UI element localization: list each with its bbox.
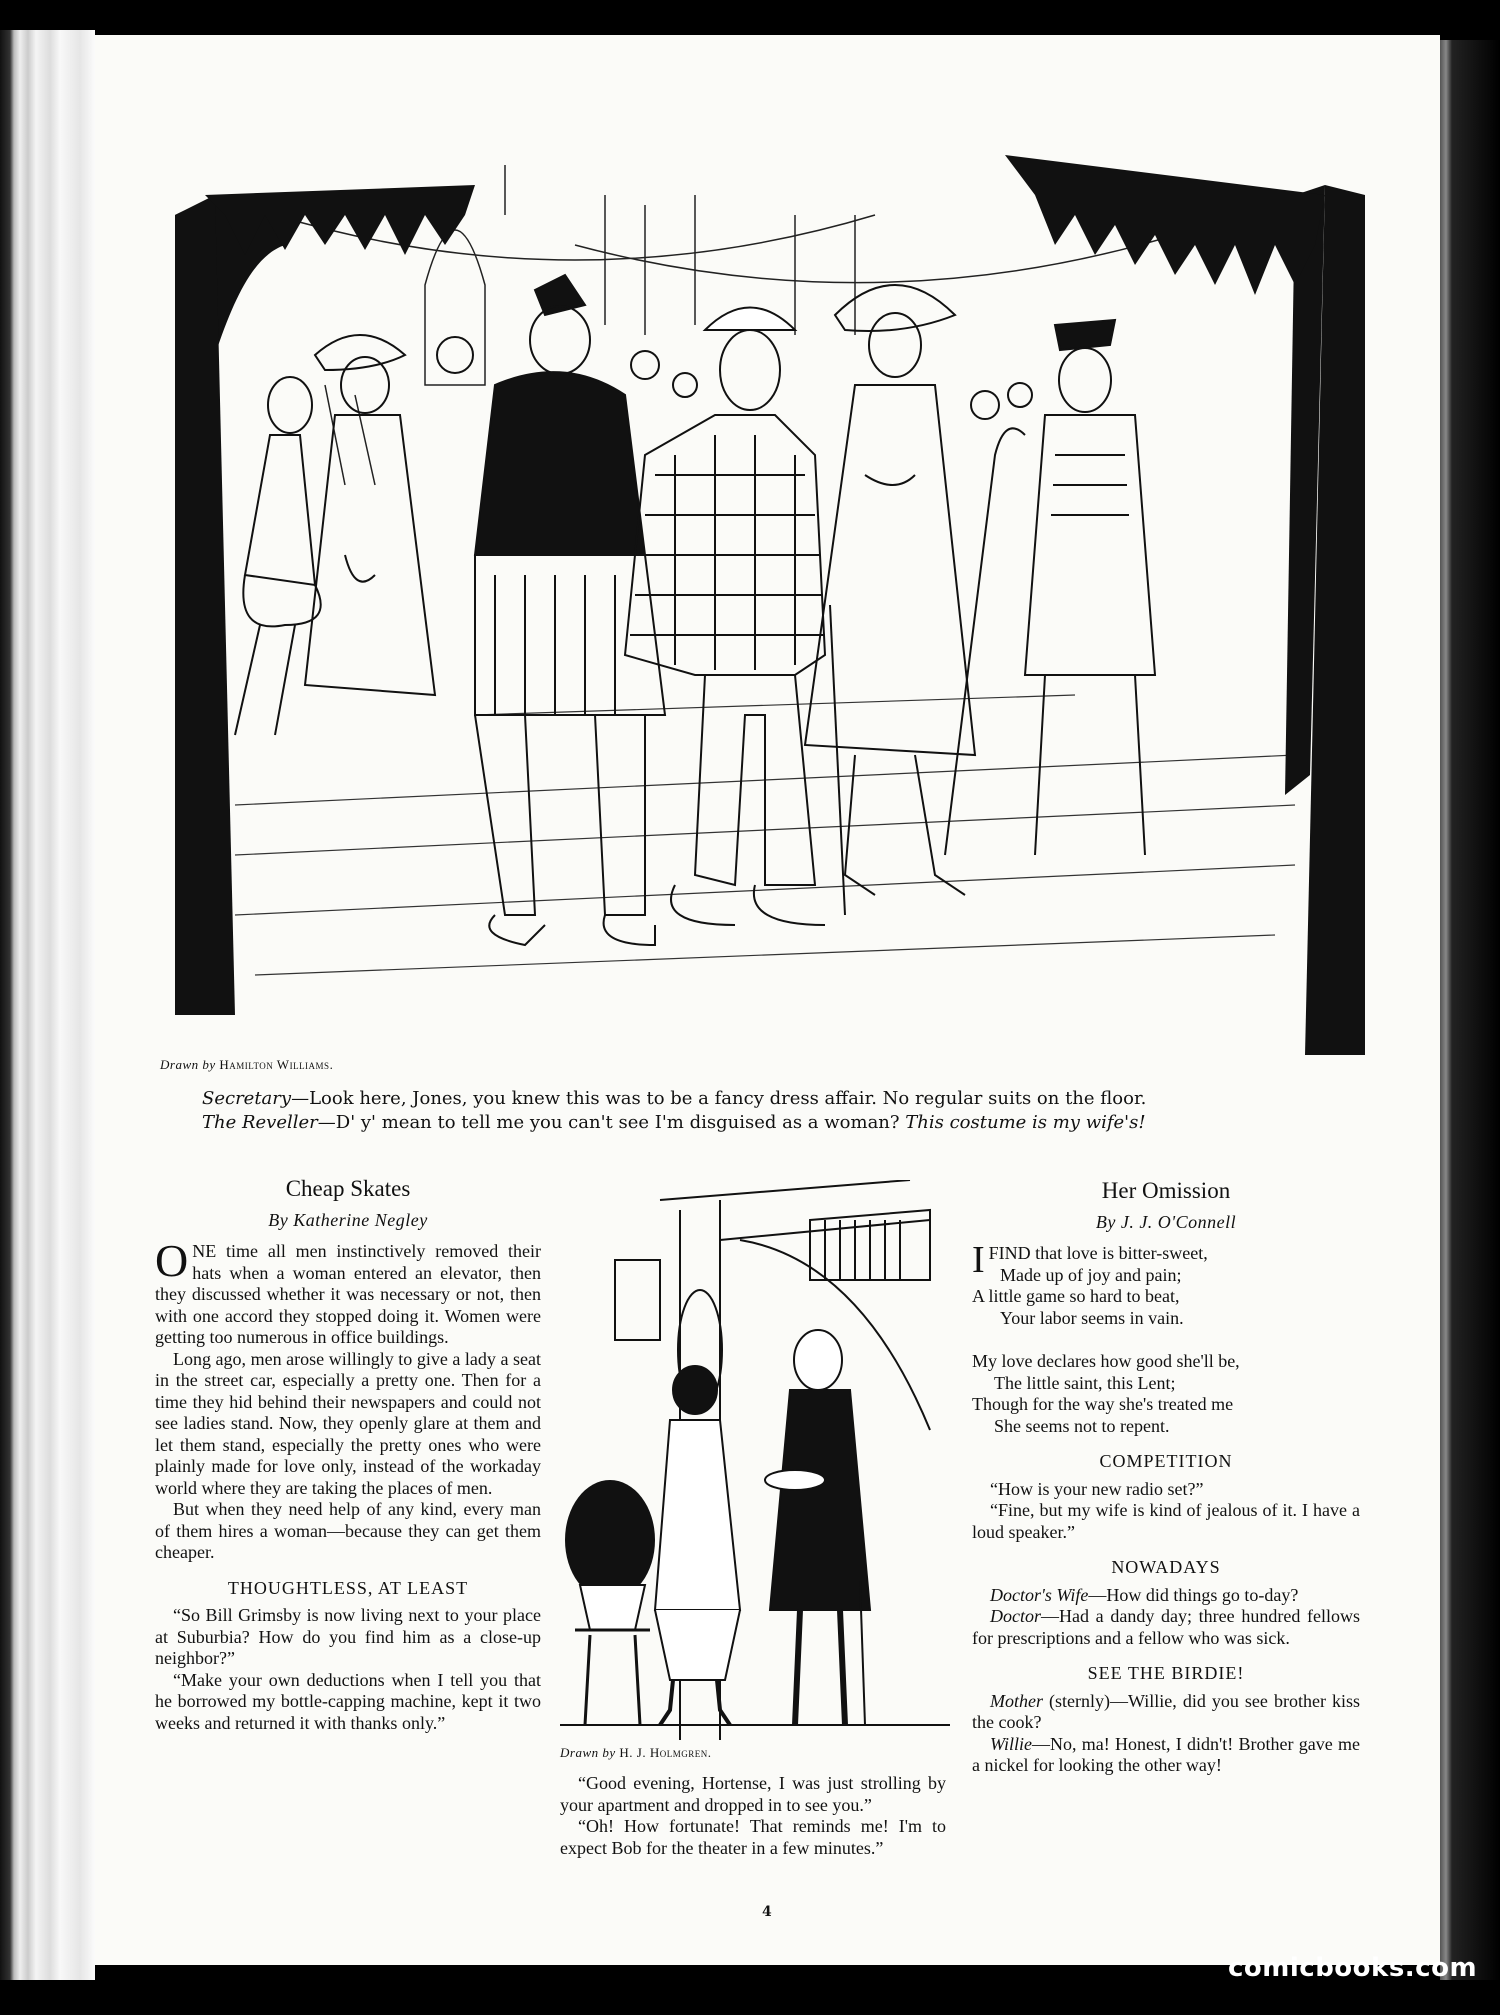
dialogue-paragraph-1: “Good evening, Hortense, I was just strolling by your apartment and dropped in to see you.”: [560, 1773, 946, 1815]
caption-speaker-secretary: Secretary: [202, 1088, 292, 1109]
competition-line-1: “How is your new radio set?”: [990, 1478, 1204, 1499]
paragraph-3: But when they need help of any kind, every man of them hires a woman—because they can get them cheaper.: [155, 1499, 541, 1562]
credit-artist-middle: H. J. Holmgren.: [619, 1745, 712, 1760]
nowadays-line-2: [972, 1606, 1360, 1649]
nowadays-text-2: —Had a dandy day; three hundred fellows for prescriptions and a fellow who was sick.: [972, 1606, 1360, 1648]
drop-cap: O: [155, 1235, 189, 1286]
birdie-line-2: [972, 1734, 1360, 1777]
middle-column: [560, 1773, 946, 1859]
caption-punchline: This costume is my wife's!: [905, 1112, 1146, 1133]
joke-title-competition: COMPETITION: [1099, 1451, 1233, 1471]
credit-prefix-middle: Drawn by: [560, 1745, 616, 1760]
speaker-doctors-wife: Doctor's Wife: [990, 1584, 1089, 1605]
joke-title-nowadays: NOWADAYS: [1111, 1557, 1221, 1577]
poem-byline: By J. J. O'Connell: [1095, 1211, 1237, 1232]
birdie-text-2: —No, ma! Honest, I didn't! Brother gave me a nickel for looking the other way!: [972, 1733, 1360, 1775]
poem-line-2: Made up of joy and pain;: [1000, 1264, 1182, 1285]
poem-line-6: The little saint, this Lent;: [994, 1372, 1176, 1393]
paragraph-2: Long ago, men arose willingly to give a lady a seat in the street car, especially a pretty one. Then for a time they hid behind their newspapers and could not see ladies stand. Now, they openly glare at them and let them stand, especially the pretty ones who were plainly made for love only, instead of the workaday world where they are taking the places of men.: [155, 1348, 541, 1498]
paragraph-1: [155, 1235, 541, 1349]
birdie-text-1: (sternly)—Willie, did you see brother kiss the cook?: [972, 1690, 1360, 1732]
poem-line-1-text: that love is bitter-sweet,: [1030, 1243, 1208, 1263]
left-column: [155, 1178, 541, 1734]
book-edge-right: [1440, 40, 1500, 1980]
watermark-logo-text: comicbooks.com: [1228, 1953, 1478, 1983]
top-cartoon-caption: [202, 1087, 1322, 1135]
paragraph-1-text: time all men instinctively removed their hats when a woman entered an elevator, then they discussed whether it was necessary or not, then with one accord they stopped doing it. Women were getting too numerous in office buildings.: [155, 1241, 541, 1347]
page-number: 4: [762, 1904, 772, 1920]
article-title-cheap-skates: Cheap Skates: [285, 1176, 411, 1201]
book-spine-left: [0, 30, 95, 1980]
lead-word: NE: [192, 1241, 217, 1261]
poem-line-4: Your labor seems in vain.: [1000, 1307, 1184, 1328]
article-title-her-omission: Her Omission: [1101, 1178, 1231, 1203]
costume-ball-illustration: [175, 155, 1365, 1055]
joke-title-thoughtless: THOUGHTLESS, AT LEAST: [227, 1577, 469, 1598]
caption-line-1: [202, 1087, 1322, 1111]
poem-line-3: A little game so hard to beat,: [972, 1286, 1180, 1306]
caption-speaker-reveller: The Reveller: [202, 1112, 318, 1133]
doorway-cartoon-illustration: [560, 1180, 950, 1740]
caption-text-2: —D' y' mean to tell me you can't see I'm disguised as a woman?: [317, 1112, 900, 1133]
nowadays-line-1: [972, 1585, 1360, 1607]
joke-title-see-the-birdie: SEE THE BIRDIE!: [1087, 1663, 1245, 1683]
nowadays-text-1: —How did things go to-day?: [1088, 1584, 1299, 1605]
speaker-willie: Willie: [990, 1733, 1032, 1754]
top-cartoon-credit: [160, 1057, 333, 1073]
joke-paragraph-1: “So Bill Grimsby is now living next to your place at Suburbia? How do you find him as a close-up neighbor?”: [155, 1605, 541, 1668]
poem-lead-word: FIND: [988, 1243, 1031, 1263]
caption-line-2: [202, 1111, 1322, 1135]
poem-line-7: Though for the way she's treated me: [972, 1394, 1234, 1414]
dialogue-paragraph-2: “Oh! How fortunate! That reminds me! I'm to expect Bob for the theater in a few minutes.”: [560, 1816, 946, 1858]
speaker-mother: Mother: [990, 1690, 1043, 1711]
poem-line-5: My love declares how good she'll be,: [972, 1351, 1240, 1371]
competition-line-2: “Fine, but my wife is kind of jealous of it. I have a loud speaker.”: [972, 1500, 1360, 1542]
poem-drop-cap: I: [972, 1239, 985, 1281]
poem: [972, 1239, 1360, 1437]
middle-cartoon-credit: [560, 1745, 711, 1761]
joke-paragraph-2: “Make your own deductions when I tell you that he borrowed my bottle-capping machine, kept it two weeks and returned it with thanks only.”: [155, 1669, 541, 1733]
article-byline: By Katherine Negley: [268, 1209, 428, 1230]
credit-prefix: Drawn by: [160, 1057, 216, 1072]
poem-line-8: She seems not to repent.: [994, 1415, 1170, 1436]
right-column: [972, 1180, 1360, 1777]
caption-text-1: —Look here, Jones, you knew this was to be a fancy dress affair. No regular suits on the floor.: [291, 1088, 1147, 1109]
birdie-line-1: [972, 1691, 1360, 1734]
speaker-doctor: Doctor: [990, 1606, 1041, 1626]
credit-artist: Hamilton Williams.: [219, 1057, 334, 1072]
